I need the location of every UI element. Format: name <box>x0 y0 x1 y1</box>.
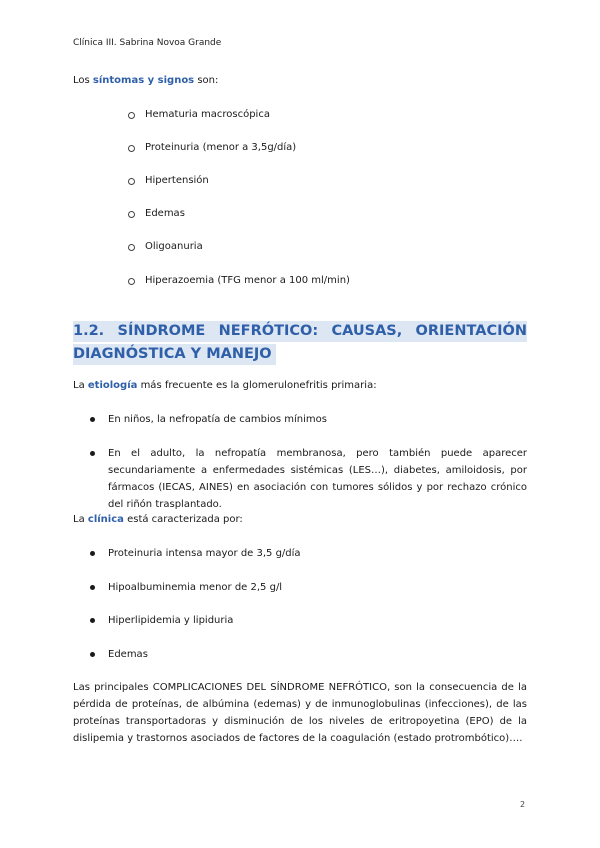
clinic-intro <box>73 511 527 528</box>
bullet-icon <box>90 551 95 556</box>
symptom-item <box>128 174 209 188</box>
clinic-prefix: La <box>73 514 88 525</box>
complications-paragraph: Las principales COMPLICACIONES DEL SÍNDROME NEFRÓTICO, son la consecuencia de la pérdida de proteínas, de albúmina (edemas) y de inmunoglobulinas (infecciones), de las proteínas transportadoras y disminución de los niveles de eritropoyetina (EPO) de la dislipemia y trastornos asociados de factores de la coagulación (estado protrombótico)…. <box>73 682 527 744</box>
circle-bullet-icon <box>128 145 135 152</box>
circle-bullet-icon <box>128 278 135 285</box>
clinic-item <box>90 646 527 663</box>
heading-word: NEFRÓTICO: <box>218 323 319 339</box>
running-header: Clínica III. Sabrina Novoa Grande <box>73 38 222 48</box>
etiology-prefix: La <box>73 380 88 391</box>
symptom-text: Hematuria macroscópica <box>145 109 270 120</box>
clinic-text: Edemas <box>108 649 148 660</box>
clinic-item <box>90 579 527 596</box>
circle-bullet-icon <box>128 178 135 185</box>
symptom-text: Oligoanuria <box>145 241 203 252</box>
symptoms-intro <box>73 72 527 89</box>
section-heading <box>73 321 527 365</box>
etiology-intro <box>73 377 527 394</box>
symptom-item <box>128 207 185 221</box>
circle-bullet-icon <box>128 112 135 119</box>
circle-bullet-icon <box>128 244 135 251</box>
etiology-item <box>90 445 527 513</box>
symptom-item <box>128 240 203 254</box>
clinic-text: Hiperlipidemia y lipiduria <box>108 615 234 626</box>
heading-word: SÍNDROME <box>117 323 206 339</box>
bullet-icon <box>90 652 95 657</box>
intro-suffix: son: <box>194 75 219 86</box>
symptom-text: Proteinuria (menor a 3,5g/día) <box>145 142 297 153</box>
intro-prefix: Los <box>73 75 93 86</box>
symptom-item <box>128 274 350 288</box>
symptom-text: Hipertensión <box>145 175 209 186</box>
symptom-text: Edemas <box>145 208 185 219</box>
intro-highlight: síntomas y signos <box>92 75 195 86</box>
bullet-icon <box>90 451 95 456</box>
symptom-item <box>128 141 296 155</box>
heading-word: ORIENTACIÓN <box>415 323 527 339</box>
etiology-text: En el adulto, la nefropatía membranosa, pero también puede aparecer secundariamente a enfermedades sistémicas (LES…), diabetes, amiloidosis, por fármacos (IECAS, AINES) en asociación con tumores sólidos y por rechazo crónico del riñón trasplantado. <box>108 448 527 510</box>
symptom-text: Hiperazoemia (TFG menor a 100 ml/min) <box>145 275 350 286</box>
bullet-icon <box>90 618 95 623</box>
heading-word: CAUSAS, <box>331 323 403 339</box>
heading-line-1 <box>73 321 527 342</box>
etiology-suffix: más frecuente es la glomerulonefritis primaria: <box>137 380 377 391</box>
bullet-icon <box>90 585 95 590</box>
clinic-item <box>90 612 527 629</box>
clinic-highlight: clínica <box>87 514 124 525</box>
etiology-item <box>90 411 527 428</box>
heading-number: 1.2. <box>73 323 105 339</box>
bullet-icon <box>90 417 95 422</box>
etiology-text: En niños, la nefropatía de cambios mínimos <box>108 414 327 425</box>
circle-bullet-icon <box>128 211 135 218</box>
symptom-item <box>128 108 270 122</box>
clinic-text: Proteinuria intensa mayor de 3,5 g/día <box>108 548 301 559</box>
clinic-item <box>90 545 527 562</box>
heading-line-2: DIAGNÓSTICA Y MANEJO <box>73 344 276 365</box>
clinic-suffix: está caracterizada por: <box>123 514 243 525</box>
etiology-highlight: etiología <box>87 380 138 391</box>
page-number: 2 <box>520 800 526 809</box>
clinic-text: Hipoalbuminemia menor de 2,5 g/l <box>108 582 283 593</box>
